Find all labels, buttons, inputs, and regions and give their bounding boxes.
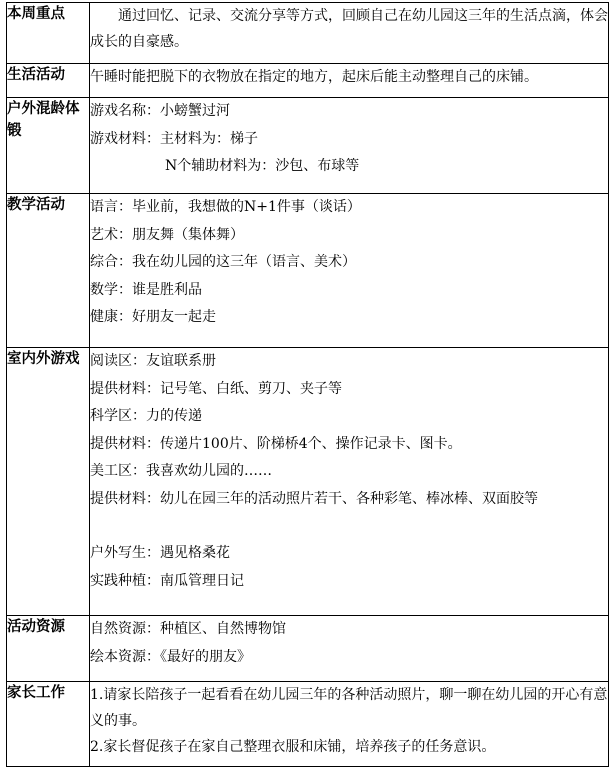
teaching-line: 数学：谁是胜利品 <box>90 281 202 298</box>
row-weekly-focus <box>7 3 609 64</box>
cell-life-activity <box>90 64 609 98</box>
label-weekly-focus: 本周重点 <box>7 3 90 64</box>
games-line: 实践种植：南瓜管理日记 <box>90 572 244 589</box>
games-line: 科学区：力的传递 <box>90 408 202 424</box>
games-line: 提供材料：幼儿在园三年的活动照片若干、各种彩笔、棒冰棒、双面胶等 <box>90 490 538 507</box>
cell-indoor-outdoor-games <box>90 348 609 616</box>
row-indoor-outdoor-games <box>7 348 609 616</box>
games-line: 美工区：我喜欢幼儿园的…… <box>90 463 272 479</box>
cell-weekly-focus <box>90 3 609 64</box>
outdoor-line: 游戏材料：主材料为：梯子 <box>90 130 258 147</box>
label-parent-work: 家长工作 <box>7 682 90 767</box>
weekly-focus-text: 通过回忆、记录、交流分享等方式，回顾自己在幼儿园这三年的生活点滴，体会成长的自豪感。 <box>90 8 608 50</box>
games-line: 阅读区：友谊联系册 <box>90 353 216 369</box>
label-indoor-outdoor-games: 室内外游戏 <box>7 348 90 616</box>
teaching-line: 艺术：朋友舞（集体舞） <box>90 226 244 243</box>
cell-outdoor-exercise <box>90 98 609 194</box>
cell-activity-resources <box>90 616 609 682</box>
row-activity-resources <box>7 616 609 682</box>
games-line: 提供材料：记号笔、白纸、剪刀、夹子等 <box>90 380 342 397</box>
blank-line <box>90 513 608 540</box>
teaching-line: 综合：我在幼儿园的这三年（语言、美术） <box>90 254 356 270</box>
row-life-activity <box>7 64 609 98</box>
games-line: 提供材料：传递片100片、阶梯桥4个、操作记录卡、图卡。 <box>90 435 462 452</box>
games-line: 户外写生：遇见格桑花 <box>90 545 230 561</box>
row-parent-work <box>7 682 609 767</box>
row-outdoor-exercise <box>7 98 609 194</box>
resource-line: 自然资源：种植区、自然博物馆 <box>90 621 286 637</box>
teaching-line: 语言：毕业前，我想做的N+1件事（谈话） <box>90 199 361 215</box>
weekly-plan-table <box>6 2 609 767</box>
outdoor-line: N个辅助材料为：沙包、布球等 <box>165 158 360 174</box>
parent-item: 1.请家长陪孩子一起看看在幼儿园三年的各种活动照片，聊一聊在幼儿园的开心有意义的事。 <box>90 687 608 729</box>
cell-parent-work <box>90 682 609 767</box>
label-life-activity: 生活活动 <box>7 64 90 98</box>
label-activity-resources: 活动资源 <box>7 616 90 682</box>
life-activity-text: 午睡时能把脱下的衣物放在指定的地方，起床后能主动整理自己的床铺。 <box>90 69 538 85</box>
parent-item: 2.家长督促孩子在家自己整理衣服和床铺，培养孩子的任务意识。 <box>90 739 496 755</box>
cell-teaching-activity <box>90 194 609 348</box>
label-outdoor-exercise: 户外混龄体锻 <box>7 98 90 194</box>
row-teaching-activity <box>7 194 609 348</box>
label-teaching-activity: 教学活动 <box>7 194 90 348</box>
teaching-line: 健康：好朋友一起走 <box>90 309 216 325</box>
resource-line: 绘本资源：《最好的朋友》 <box>90 648 251 665</box>
outdoor-line: 游戏名称：小螃蟹过河 <box>90 103 230 119</box>
